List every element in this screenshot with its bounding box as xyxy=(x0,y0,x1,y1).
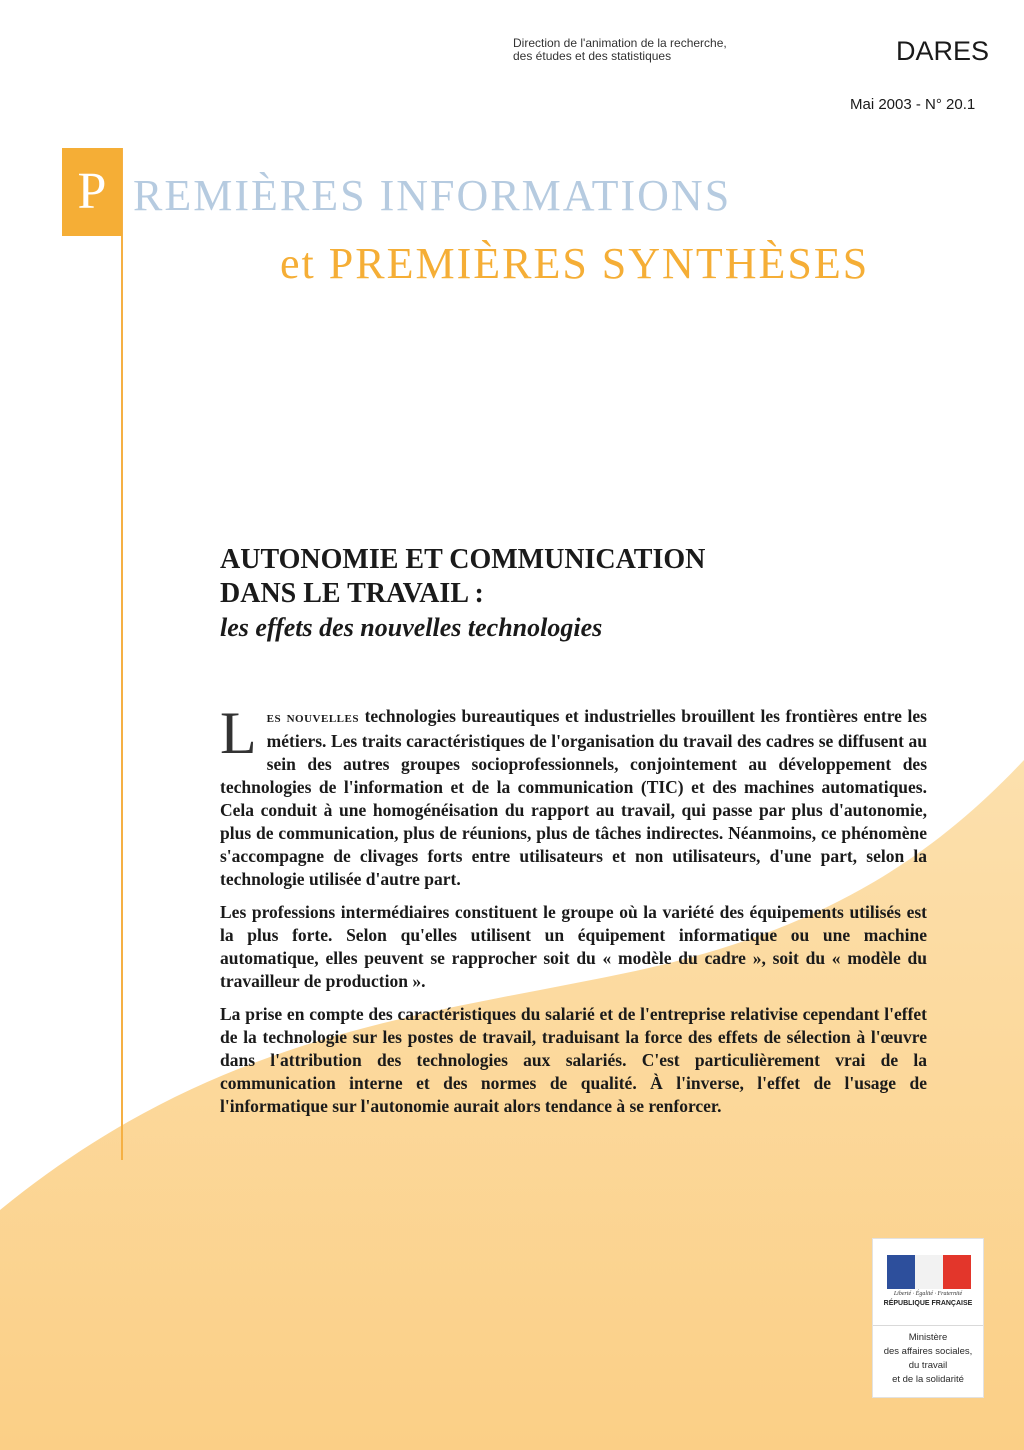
header-direction xyxy=(513,37,727,63)
paragraph-1-text: technologies bureautiques et industrielles brouillent les frontières entre les métiers. Les traits caractéristiques de l'organisation du travail des cadres se diffusent au sein des autres groupes socioprofessionnels, conjointement au développement des technologies de l'information et de la communication (TIC) et des machines automatiques. Cela conduit à une homogénéisation du rapport au travail, qui passe par plus d'autonomie, plus de communication, plus de réunions, plus de tâches indirectes. Néanmoins, ce phénomène s'accompagne de clivages forts entre utilisateurs et non utilisateurs, d'une part, selon la technologie utilisée d'autre part. xyxy=(220,706,927,889)
lead-smallcaps: es nouvelles xyxy=(266,710,359,726)
republic-label: RÉPUBLIQUE FRANÇAISE xyxy=(883,1300,973,1307)
ministry-name xyxy=(875,1331,981,1387)
masthead-initial-box xyxy=(62,148,122,236)
direction-line-2: des études et des statistiques xyxy=(513,49,672,63)
drop-cap: L xyxy=(220,700,257,766)
article-title-line-1: AUTONOMIE ET COMMUNICATION xyxy=(220,544,706,575)
ministry-line-1: Ministère xyxy=(908,1332,948,1343)
paragraph-1 xyxy=(220,700,927,891)
masthead-line-1: REMIÈRES INFORMATIONS xyxy=(133,171,732,220)
ministry-line-4: et de la solidarité xyxy=(892,1374,964,1385)
republic-motto: Liberté · Égalité · Fraternité xyxy=(893,1291,963,1297)
paragraph-2: Les professions intermédiaires constituent le groupe où la variété des équipements utilisés est la plus forte. Selon qu'elles utilisent un équipement informatique ou une machine automatique, elles peuvent se rapprocher soit du « modèle du cadre », soit du « modèle du travailleur de production ». xyxy=(220,902,927,991)
logo-divider xyxy=(873,1325,983,1326)
direction-line-1: Direction de l'animation de la recherche, xyxy=(513,36,727,50)
article-subtitle: les effets des nouvelles technologies xyxy=(220,613,603,642)
french-flag-icon xyxy=(887,1255,971,1289)
ministry-line-3: du travail xyxy=(908,1360,948,1371)
publisher-name: DARES xyxy=(896,36,990,66)
issue-number: Mai 2003 - N° 20.1 xyxy=(850,96,976,113)
ministry-line-2: des affaires sociales, xyxy=(883,1346,973,1357)
article-body xyxy=(220,700,927,1128)
article-title-line-2: DANS LE TRAVAIL : xyxy=(220,578,484,609)
article-title xyxy=(220,543,940,645)
masthead-line-2: et PREMIÈRES SYNTHÈSES xyxy=(280,239,870,288)
vertical-accent-line xyxy=(121,148,123,1160)
paragraph-3: La prise en compte des caractéristiques du salarié et de l'entreprise relativise cependant l'effet de la technologie sur les postes de travail, traduisant la force des effets de sélection à l'œuvre dans l'attribution des technologies aux salariés. C'est particulièrement vrai de la communication interne et des normes de qualité. À l'inverse, l'effet de l'usage de l'informatique sur l'autonomie aurait alors tendance à se renforcer. xyxy=(220,1004,927,1116)
masthead-initial: P xyxy=(77,163,107,220)
ministry-logo xyxy=(872,1238,984,1398)
